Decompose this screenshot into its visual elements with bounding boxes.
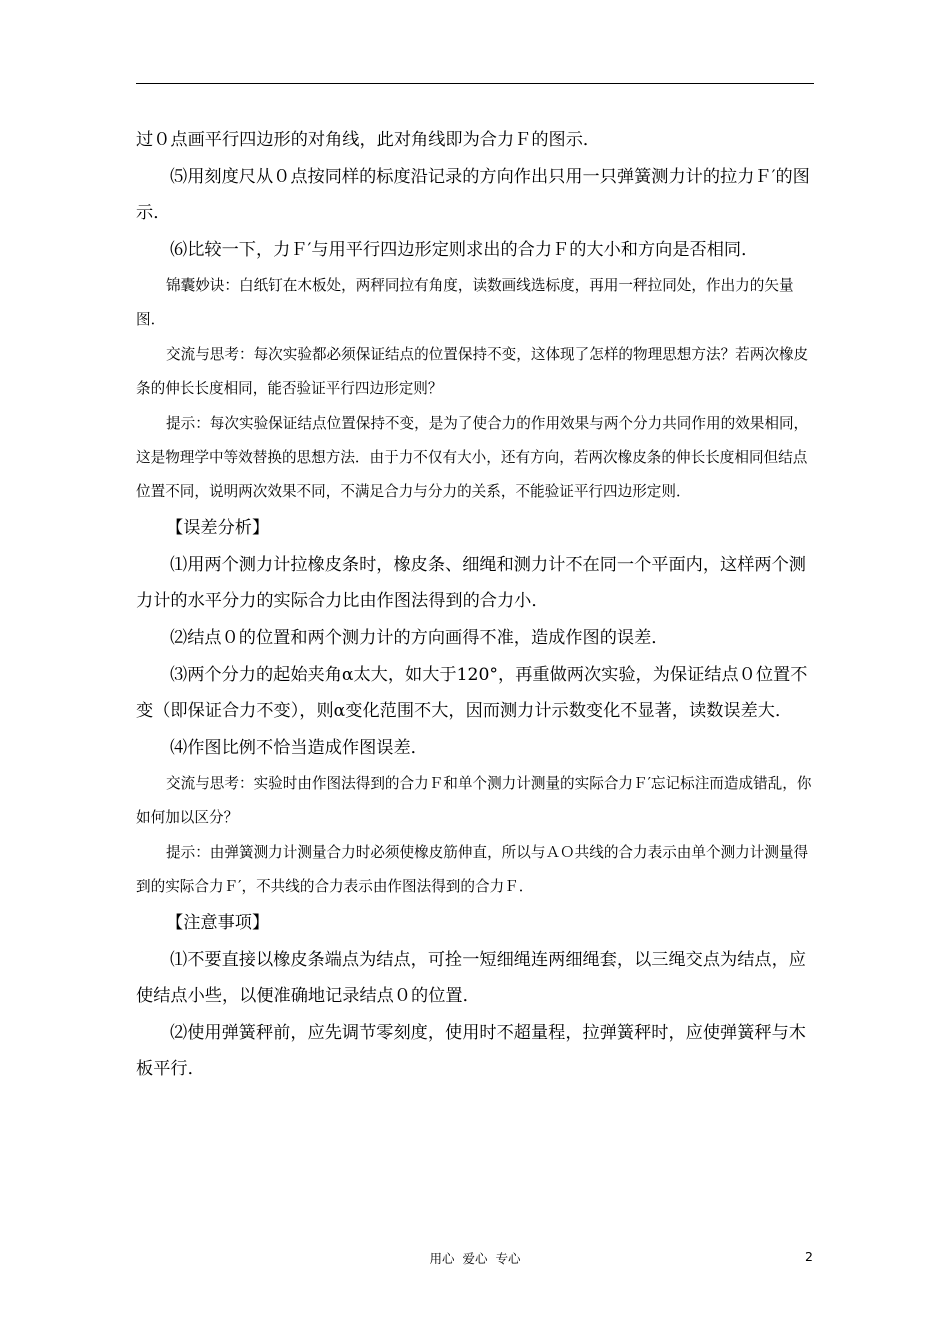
paragraph-mnemonic: 锦囊妙诀：白纸钉在木板处，两秤同拉有角度，读数画线选标度，再用一秤拉同处，作出力的矢量图． bbox=[136, 277, 794, 328]
section-heading-notes: 【注意事项】 bbox=[166, 913, 270, 933]
paragraph-hint-2: 提示：由弹簧测力计测量合力时必须使橡皮筋伸直，所以与ＡＯ共线的合力表示由单个测力计测量得到的实际合力Ｆ′，不共线的合力表示由作图法得到的合力Ｆ． bbox=[136, 844, 809, 895]
paragraph-note-1: ⑴不要直接以橡皮条端点为结点，可拴一短细绳连两细绳套，以三绳交点为结点，应使结点小些，以便准确地记录结点０的位置． bbox=[136, 950, 806, 1006]
paragraph-discussion-2: 交流与思考：实验时由作图法得到的合力Ｆ和单个测力计测量的实际合力Ｆ′忘记标注而造成错乱，你如何加以区分？ bbox=[136, 775, 812, 826]
paragraph-error-3: ⑶两个分力的起始夹角α太大，如大于120°，再重做两次实验，为保证结点０位置不变（即保证合力不变），则α变化范围不大，因而测力计示数变化不显著，读数误差大． bbox=[136, 665, 808, 721]
paragraph-step5: ⑸用刻度尺从０点按同样的标度沿记录的方向作出只用一只弹簧测力计的拉力Ｆ′的图示． bbox=[136, 167, 810, 223]
header-rule bbox=[136, 83, 814, 84]
page-number: 2 bbox=[805, 1249, 813, 1264]
section-heading-error-analysis: 【误差分析】 bbox=[166, 518, 270, 538]
paragraph-step4-cont: 过０点画平行四边形的对角线，此对角线即为合力Ｆ的图示． bbox=[136, 130, 601, 150]
paragraph-discussion-1: 交流与思考：每次实验都必须保证结点的位置保持不变，这体现了怎样的物理思想方法？若两次橡皮条的伸长长度相同，能否验证平行四边形定则？ bbox=[136, 346, 809, 397]
paragraph-error-2: ⑵结点０的位置和两个测力计的方向画得不准，造成作图的误差． bbox=[170, 628, 669, 648]
footer-slogan: 用心 爱心 专心 bbox=[429, 1251, 521, 1266]
paragraph-step6: ⑹比较一下，力Ｆ′与用平行四边形定则求出的合力Ｆ的大小和方向是否相同． bbox=[170, 240, 759, 260]
paragraph-error-4: ⑷作图比例不恰当造成作图误差． bbox=[170, 738, 428, 758]
paragraph-error-1: ⑴用两个测力计拉橡皮条时，橡皮条、细绳和测力计不在同一个平面内，这样两个测力计的水平分力的实际合力比由作图法得到的合力小． bbox=[136, 555, 806, 611]
paragraph-note-2: ⑵使用弹簧秤前，应先调节零刻度，使用时不超量程，拉弹簧秤时，应使弹簧秤与木板平行． bbox=[136, 1023, 806, 1079]
document-body bbox=[136, 122, 820, 1088]
paragraph-hint-1: 提示：每次实验保证结点位置保持不变，是为了使合力的作用效果与两个分力共同作用的效果相同，这是物理学中等效替换的思想方法．由于力不仅有大小，还有方向，若两次橡皮条的伸长长度相同但结点位置不同，说明两次效果不同，不满足合力与分力的关系，不能验证平行四边形定则． bbox=[136, 415, 809, 500]
